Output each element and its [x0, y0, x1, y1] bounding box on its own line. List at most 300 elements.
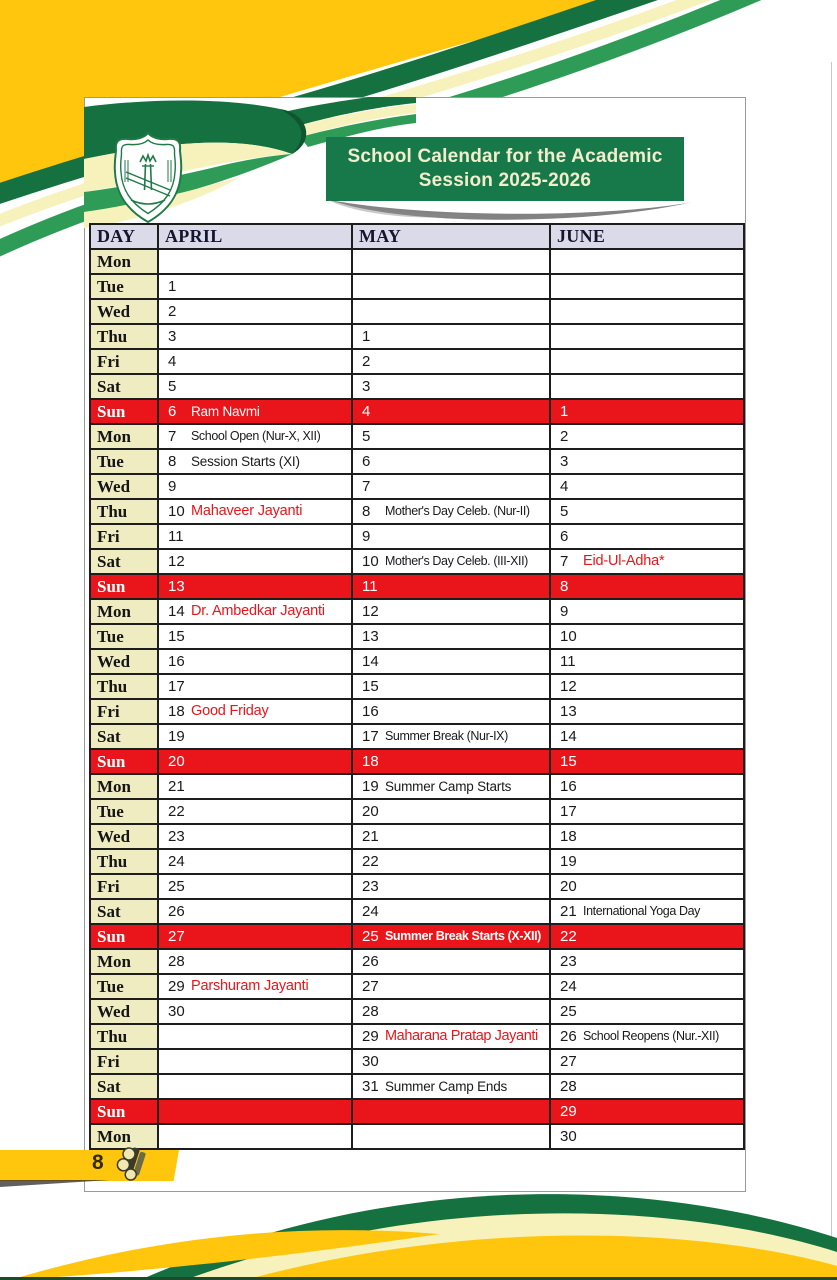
date-number: 26 [362, 952, 379, 970]
event-label: Session Starts (XI) [191, 453, 300, 469]
day-label-cell: Fri [90, 524, 158, 549]
date-cell-may [352, 324, 550, 349]
day-label-cell: Fri [90, 1049, 158, 1074]
date-cell-april [158, 374, 352, 399]
column-header-june: JUNE [550, 224, 744, 249]
date-cell-may [352, 349, 550, 374]
date-number: 24 [362, 902, 379, 920]
date-number: 28 [168, 952, 185, 970]
calendar-row [90, 874, 744, 899]
day-label-cell: Thu [90, 324, 158, 349]
date-number: 3 [168, 327, 177, 345]
date-cell-april [158, 1074, 352, 1099]
date-cell-april [158, 574, 352, 599]
date-number: 30 [362, 1052, 379, 1070]
day-label-cell: Mon [90, 1124, 158, 1149]
date-number: 4 [560, 477, 569, 495]
date-cell-june [550, 274, 744, 299]
day-label-cell: Sun [90, 924, 158, 949]
date-number: 26 [560, 1027, 577, 1045]
date-cell-may [352, 1074, 550, 1099]
day-label-cell: Sat [90, 549, 158, 574]
date-number: 7 [168, 427, 177, 445]
date-cell-june [550, 549, 744, 574]
date-cell-june [550, 899, 744, 924]
date-cell-june [550, 1074, 744, 1099]
date-cell-april [158, 874, 352, 899]
date-number: 19 [560, 852, 577, 870]
day-label-cell: Sun [90, 574, 158, 599]
calendar-row [90, 799, 744, 824]
date-number: 7 [560, 552, 569, 570]
title-banner-shadow [320, 198, 700, 226]
date-cell-may [352, 749, 550, 774]
day-label-cell: Fri [90, 874, 158, 899]
event-label: Parshuram Jayanti [191, 978, 309, 995]
date-number: 8 [168, 452, 177, 470]
date-cell-june [550, 574, 744, 599]
event-label: School Open (Nur-X, XII) [191, 429, 321, 444]
date-cell-april [158, 1124, 352, 1149]
day-label-cell: Sat [90, 1074, 158, 1099]
books-and-pencil-icon [114, 1147, 160, 1183]
calendar-table [89, 223, 745, 1150]
day-label-cell: Mon [90, 949, 158, 974]
date-number: 21 [362, 827, 379, 845]
date-cell-may [352, 824, 550, 849]
date-cell-april [158, 899, 352, 924]
date-cell-june [550, 924, 744, 949]
page-title-line2: Session 2025-2026 [418, 170, 592, 191]
event-label: Mother's Day Celeb. (III-XII) [385, 554, 528, 569]
date-cell-april [158, 599, 352, 624]
date-cell-may [352, 1099, 550, 1124]
calendar-row [90, 449, 744, 474]
date-number: 16 [168, 652, 185, 670]
event-label: Mother's Day Celeb. (Nur-II) [385, 504, 530, 519]
date-number: 6 [560, 527, 569, 545]
date-number: 8 [560, 577, 569, 595]
date-cell-may [352, 874, 550, 899]
date-number: 25 [362, 927, 379, 945]
page-number: 8 [92, 1151, 104, 1174]
column-header-day: DAY [90, 224, 158, 249]
date-number: 17 [560, 802, 577, 820]
date-number: 24 [560, 977, 577, 995]
calendar-row [90, 649, 744, 674]
date-cell-june [550, 324, 744, 349]
date-number: 18 [560, 827, 577, 845]
date-number: 30 [168, 1002, 185, 1020]
date-cell-april [158, 324, 352, 349]
date-cell-april [158, 449, 352, 474]
calendar-row [90, 824, 744, 849]
date-cell-april [158, 274, 352, 299]
date-number: 27 [560, 1052, 577, 1070]
date-cell-april [158, 749, 352, 774]
date-number: 13 [560, 702, 577, 720]
date-number: 11 [560, 652, 576, 670]
date-cell-may [352, 624, 550, 649]
date-number: 8 [362, 502, 371, 520]
date-cell-may [352, 474, 550, 499]
date-number: 7 [362, 477, 371, 495]
date-number: 27 [168, 927, 185, 945]
calendar-row [90, 774, 744, 799]
date-number: 14 [560, 727, 577, 745]
date-number: 6 [168, 402, 177, 420]
date-cell-may [352, 599, 550, 624]
date-cell-april [158, 824, 352, 849]
date-number: 23 [362, 877, 379, 895]
date-number: 9 [560, 602, 569, 620]
date-number: 6 [362, 452, 371, 470]
date-cell-may [352, 549, 550, 574]
day-label-cell: Wed [90, 649, 158, 674]
date-cell-april [158, 1049, 352, 1074]
date-number: 22 [560, 927, 577, 945]
date-cell-april [158, 524, 352, 549]
calendar-row [90, 349, 744, 374]
calendar-row [90, 1074, 744, 1099]
calendar-row [90, 999, 744, 1024]
date-cell-june [550, 599, 744, 624]
day-label-cell: Mon [90, 249, 158, 274]
date-number: 12 [362, 602, 379, 620]
calendar-row [90, 524, 744, 549]
date-number: 16 [362, 702, 379, 720]
date-cell-may [352, 449, 550, 474]
date-cell-may [352, 774, 550, 799]
date-cell-june [550, 299, 744, 324]
date-number: 5 [362, 427, 371, 445]
date-cell-june [550, 1024, 744, 1049]
date-cell-april [158, 799, 352, 824]
day-label-cell: Thu [90, 674, 158, 699]
day-label-cell: Tue [90, 449, 158, 474]
date-cell-may [352, 524, 550, 549]
date-number: 5 [560, 502, 569, 520]
school-crest-logo [111, 132, 185, 224]
date-cell-may [352, 649, 550, 674]
event-label: School Reopens (Nur.-XII) [583, 1029, 719, 1044]
day-label-cell: Tue [90, 624, 158, 649]
date-cell-april [158, 474, 352, 499]
date-cell-june [550, 749, 744, 774]
calendar-row [90, 374, 744, 399]
day-label-cell: Mon [90, 774, 158, 799]
date-cell-may [352, 249, 550, 274]
event-label: Summer Break (Nur-IX) [385, 729, 508, 744]
date-cell-april [158, 674, 352, 699]
date-number: 31 [362, 1077, 379, 1095]
date-number: 23 [168, 827, 185, 845]
date-cell-june [550, 824, 744, 849]
date-cell-april [158, 949, 352, 974]
day-label-cell: Tue [90, 274, 158, 299]
date-number: 10 [168, 502, 185, 520]
date-cell-june [550, 624, 744, 649]
calendar-row [90, 499, 744, 524]
date-cell-may [352, 499, 550, 524]
calendar-row [90, 1124, 744, 1149]
date-cell-june [550, 424, 744, 449]
date-number: 25 [168, 877, 185, 895]
date-cell-may [352, 999, 550, 1024]
date-cell-may [352, 299, 550, 324]
date-number: 3 [362, 377, 371, 395]
date-cell-april [158, 349, 352, 374]
date-cell-april [158, 1099, 352, 1124]
date-number: 15 [168, 627, 185, 645]
date-number: 27 [362, 977, 379, 995]
event-label: Eid-Ul-Adha* [583, 553, 665, 570]
bottom-swoosh-decoration [0, 1186, 837, 1280]
date-cell-june [550, 849, 744, 874]
date-number: 2 [362, 352, 371, 370]
date-cell-april [158, 924, 352, 949]
calendar-table-wrap [89, 223, 745, 1150]
title-banner [326, 137, 684, 201]
day-label-cell: Thu [90, 849, 158, 874]
calendar-row [90, 299, 744, 324]
date-number: 29 [168, 977, 185, 995]
event-label: Mahaveer Jayanti [191, 503, 303, 520]
date-cell-june [550, 674, 744, 699]
date-cell-april [158, 249, 352, 274]
day-label-cell: Mon [90, 599, 158, 624]
calendar-row [90, 899, 744, 924]
day-label-cell: Wed [90, 999, 158, 1024]
date-number: 11 [362, 577, 378, 595]
day-label-cell: Sat [90, 899, 158, 924]
calendar-row [90, 1049, 744, 1074]
day-label-cell: Thu [90, 499, 158, 524]
date-cell-april [158, 624, 352, 649]
calendar-row [90, 699, 744, 724]
date-number: 12 [168, 552, 185, 570]
day-label-cell: Wed [90, 824, 158, 849]
date-cell-june [550, 249, 744, 274]
date-cell-may [352, 399, 550, 424]
day-label-cell: Sun [90, 399, 158, 424]
date-cell-june [550, 799, 744, 824]
date-cell-may [352, 974, 550, 999]
date-cell-april [158, 724, 352, 749]
date-cell-june [550, 1099, 744, 1124]
calendar-row [90, 724, 744, 749]
date-cell-april [158, 849, 352, 874]
date-cell-june [550, 974, 744, 999]
date-cell-may [352, 274, 550, 299]
date-cell-april [158, 424, 352, 449]
date-cell-june [550, 524, 744, 549]
calendar-header-row [90, 224, 744, 249]
date-number: 19 [362, 777, 379, 795]
calendar-row [90, 249, 744, 274]
date-cell-may [352, 374, 550, 399]
date-cell-june [550, 449, 744, 474]
date-number: 15 [362, 677, 379, 695]
column-header-may: MAY [352, 224, 550, 249]
date-cell-april [158, 774, 352, 799]
sunday-row [90, 574, 744, 599]
date-number: 9 [362, 527, 371, 545]
column-header-april: APRIL [158, 224, 352, 249]
date-number: 14 [362, 652, 379, 670]
date-number: 17 [362, 727, 379, 745]
date-cell-june [550, 874, 744, 899]
day-label-cell: Sat [90, 374, 158, 399]
calendar-row [90, 624, 744, 649]
date-number: 10 [362, 552, 379, 570]
event-label: Summer Break Starts (X-XII) [385, 929, 541, 944]
calendar-row [90, 424, 744, 449]
date-cell-june [550, 724, 744, 749]
date-cell-may [352, 849, 550, 874]
event-label: International Yoga Day [583, 904, 700, 919]
date-number: 1 [168, 277, 177, 295]
date-cell-may [352, 574, 550, 599]
day-label-cell: Tue [90, 974, 158, 999]
date-cell-june [550, 349, 744, 374]
event-label: Summer Camp Starts [385, 778, 512, 794]
calendar-row [90, 849, 744, 874]
date-number: 20 [168, 752, 185, 770]
day-label-cell: Sat [90, 724, 158, 749]
date-number: 29 [560, 1102, 577, 1120]
event-label: Good Friday [191, 703, 269, 720]
date-cell-april [158, 699, 352, 724]
date-number: 15 [560, 752, 577, 770]
day-label-cell: Fri [90, 699, 158, 724]
page-title-line1: School Calendar for the Academic [347, 146, 663, 167]
sunday-row [90, 399, 744, 424]
date-cell-april [158, 499, 352, 524]
date-number: 9 [168, 477, 177, 495]
date-cell-june [550, 649, 744, 674]
date-number: 3 [560, 452, 569, 470]
sunday-row [90, 1099, 744, 1124]
date-number: 29 [362, 1027, 379, 1045]
date-cell-may [352, 899, 550, 924]
date-number: 1 [560, 402, 569, 420]
date-cell-april [158, 999, 352, 1024]
date-cell-may [352, 924, 550, 949]
date-cell-june [550, 399, 744, 424]
date-number: 20 [560, 877, 577, 895]
date-cell-june [550, 699, 744, 724]
date-number: 17 [168, 677, 185, 695]
date-cell-june [550, 774, 744, 799]
date-cell-may [352, 699, 550, 724]
page-panel [84, 97, 746, 1192]
date-cell-june [550, 374, 744, 399]
date-number: 10 [560, 627, 577, 645]
date-number: 21 [560, 902, 577, 920]
date-number: 14 [168, 602, 185, 620]
day-label-cell: Thu [90, 1024, 158, 1049]
date-cell-may [352, 1024, 550, 1049]
date-cell-june [550, 474, 744, 499]
date-number: 5 [168, 377, 177, 395]
date-number: 12 [560, 677, 577, 695]
date-cell-june [550, 949, 744, 974]
date-number: 26 [168, 902, 185, 920]
event-label: Maharana Pratap Jayanti [385, 1028, 538, 1045]
date-number: 20 [362, 802, 379, 820]
date-cell-april [158, 974, 352, 999]
date-number: 30 [560, 1127, 577, 1145]
date-number: 22 [362, 852, 379, 870]
day-label-cell: Fri [90, 349, 158, 374]
date-number: 16 [560, 777, 577, 795]
calendar-row [90, 474, 744, 499]
date-cell-may [352, 1049, 550, 1074]
day-label-cell: Wed [90, 474, 158, 499]
day-label-cell: Tue [90, 799, 158, 824]
date-number: 13 [362, 627, 379, 645]
day-label-cell: Sun [90, 1099, 158, 1124]
date-cell-april [158, 549, 352, 574]
date-number: 1 [362, 327, 371, 345]
day-label-cell: Wed [90, 299, 158, 324]
calendar-row [90, 324, 744, 349]
date-cell-june [550, 499, 744, 524]
date-number: 24 [168, 852, 185, 870]
page-edge-line [831, 62, 832, 1258]
date-number: 11 [168, 527, 184, 545]
date-number: 25 [560, 1002, 577, 1020]
date-number: 2 [560, 427, 569, 445]
date-cell-june [550, 1124, 744, 1149]
date-number: 18 [362, 752, 379, 770]
event-label: Summer Camp Ends [385, 1078, 508, 1094]
date-cell-may [352, 799, 550, 824]
calendar-row [90, 949, 744, 974]
date-number: 13 [168, 577, 185, 595]
date-number: 28 [362, 1002, 379, 1020]
date-number: 4 [362, 402, 371, 420]
date-cell-june [550, 1049, 744, 1074]
date-cell-april [158, 649, 352, 674]
calendar-row [90, 974, 744, 999]
sunday-row [90, 749, 744, 774]
date-number: 19 [168, 727, 185, 745]
date-cell-june [550, 999, 744, 1024]
calendar-row [90, 599, 744, 624]
date-cell-april [158, 1024, 352, 1049]
sunday-row [90, 924, 744, 949]
date-cell-may [352, 949, 550, 974]
date-number: 21 [168, 777, 185, 795]
date-number: 28 [560, 1077, 577, 1095]
calendar-row [90, 1024, 744, 1049]
calendar-row [90, 274, 744, 299]
event-label: Ram Navmi [191, 403, 260, 419]
date-cell-april [158, 399, 352, 424]
date-cell-april [158, 299, 352, 324]
date-number: 2 [168, 302, 177, 320]
event-label: Dr. Ambedkar Jayanti [191, 603, 325, 620]
day-label-cell: Sun [90, 749, 158, 774]
date-cell-may [352, 724, 550, 749]
calendar-row [90, 549, 744, 574]
date-number: 23 [560, 952, 577, 970]
date-number: 22 [168, 802, 185, 820]
day-label-cell: Mon [90, 424, 158, 449]
date-number: 4 [168, 352, 177, 370]
